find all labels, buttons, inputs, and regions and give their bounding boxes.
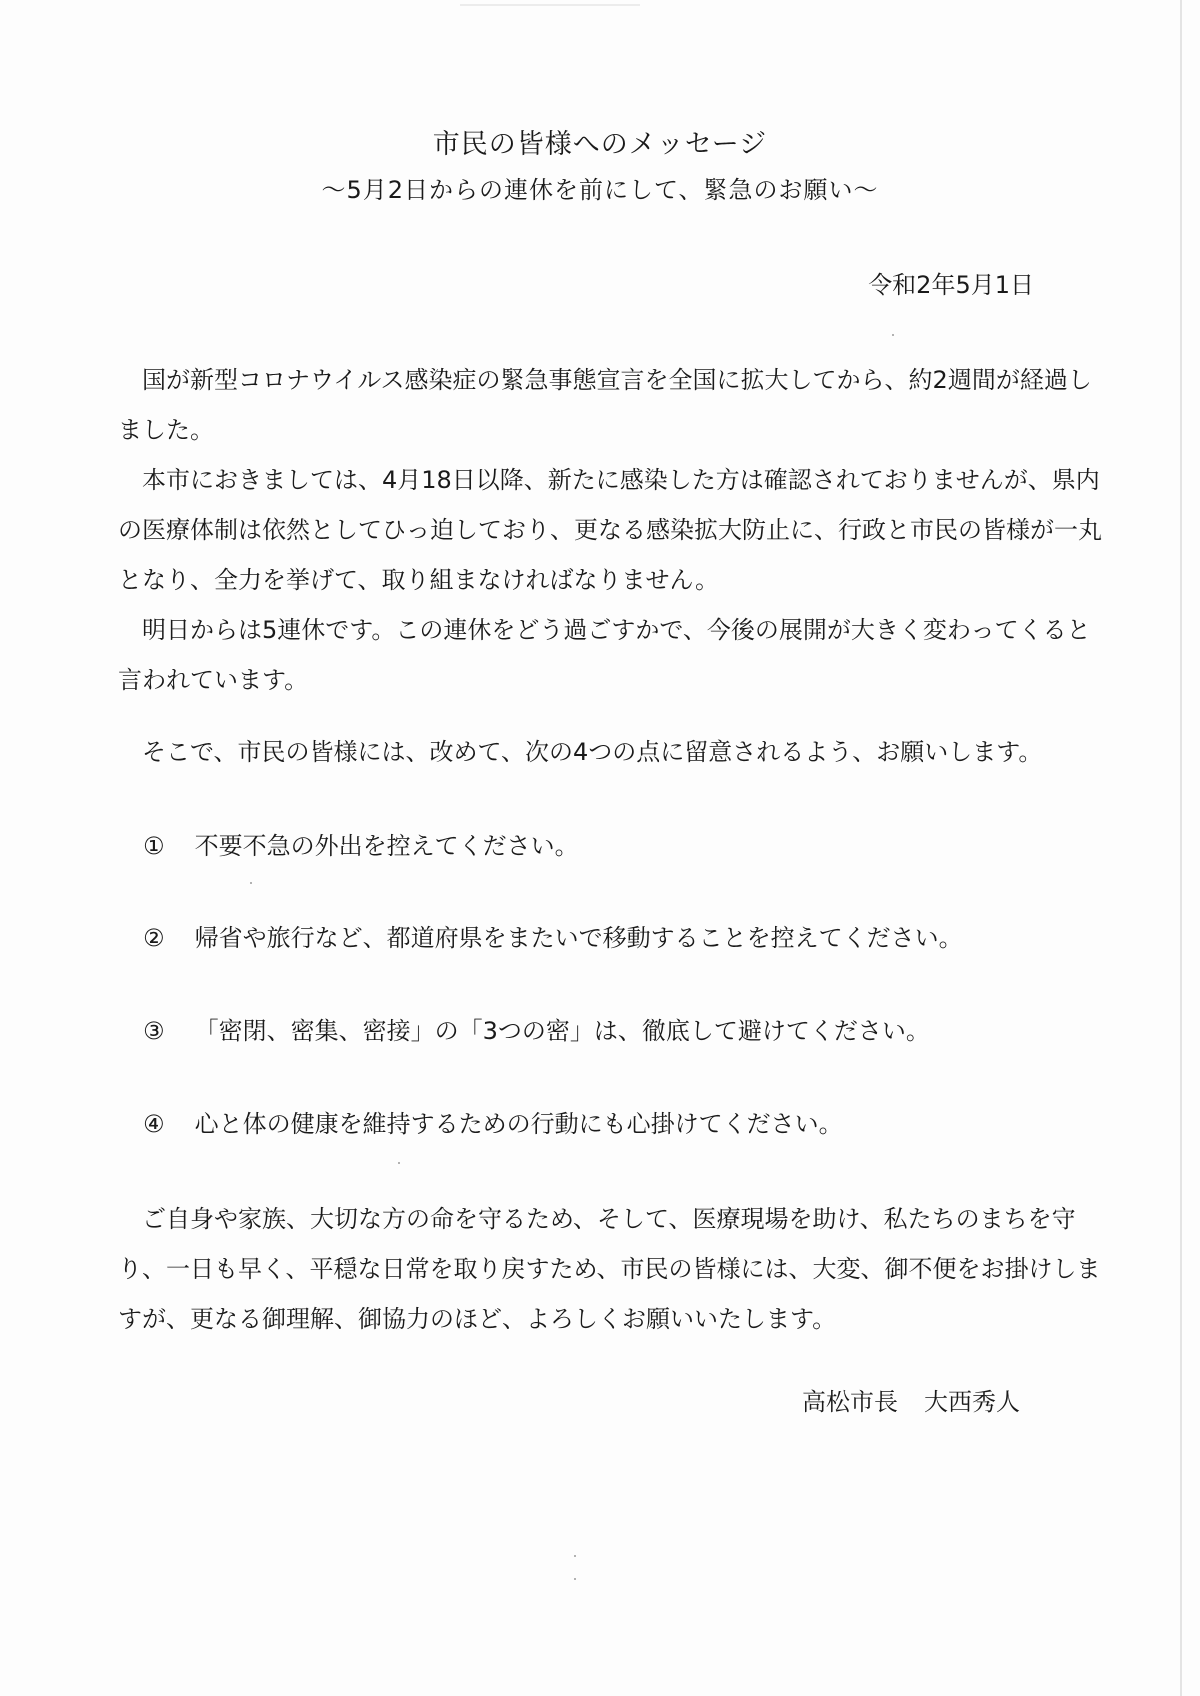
scan-speck bbox=[398, 1162, 400, 1164]
scan-edge-line bbox=[1180, 0, 1182, 1696]
request-item bbox=[143, 826, 579, 861]
request-item bbox=[143, 1011, 930, 1046]
request-text: 不要不急の外出を控えてください。 bbox=[194, 832, 579, 860]
request-text: 帰省や旅行など、都道府県をまたいで移動することを控えてください。 bbox=[194, 924, 963, 952]
request-intro: そこで、市民の皆様には、改めて、次の4つの点に留意されるよう、お願いします。 bbox=[142, 738, 1043, 766]
paragraph: 国が新型コロナウイルス感染症の緊急事態宣言を全国に拡大してから、約2週間が経過しました。 bbox=[118, 366, 1092, 444]
paragraph: 本市におきましては、4月18日以降、新たに感染した方は確認されておりませんが、県内の医療体制は依然としてひっ迫しており、更なる感染拡大防止に、行政と市民の皆様が一丸となり、全力を挙げて、取り組まなければなりません。 bbox=[118, 466, 1102, 594]
request-number: ③ bbox=[143, 1017, 165, 1045]
request-text: 「密閉、密集、密接」の「3つの密」は、徹底して避けてください。 bbox=[194, 1017, 930, 1045]
signature-name: 大西秀人 bbox=[924, 1388, 1020, 1416]
paragraph: 明日からは5連休です。この連休をどう過ごすかで、今後の展開が大きく変わってくると言われています。 bbox=[118, 616, 1091, 694]
signature bbox=[802, 1382, 1020, 1417]
request-number: ② bbox=[143, 924, 165, 952]
closing-paragraph: ご自身や家族、大切な方の命を守るため、そして、医療現場を助け、私たちのまちを守り、一日も早く、平穏な日常を取り戻すため、市民の皆様には、大変、御不便をお掛けしますが、更なる御理解、御協力のほど、よろしくお願いいたします。 bbox=[118, 1205, 1101, 1333]
scan-speck bbox=[574, 1578, 576, 1580]
intro-paragraphs bbox=[118, 355, 1108, 705]
scan-speck bbox=[892, 334, 894, 336]
request-item bbox=[143, 918, 963, 953]
request-item bbox=[143, 1104, 843, 1139]
request-text: 心と体の健康を維持するための行動にも心掛けてください。 bbox=[194, 1110, 843, 1138]
scan-speck bbox=[250, 882, 252, 884]
scan-edge-mark bbox=[460, 4, 640, 6]
document-title: 市民の皆様へのメッセージ bbox=[432, 129, 768, 160]
scan-speck bbox=[574, 1555, 576, 1557]
request-number: ① bbox=[143, 832, 165, 860]
request-intro-block bbox=[118, 727, 1108, 777]
document-subtitle: ～5月2日からの連休を前にして、緊急のお願い～ bbox=[321, 176, 879, 204]
signature-title: 高松市長 bbox=[802, 1388, 898, 1416]
request-number: ④ bbox=[143, 1110, 165, 1138]
closing-block bbox=[118, 1194, 1108, 1344]
document-date: 令和2年5月1日 bbox=[868, 271, 1034, 299]
